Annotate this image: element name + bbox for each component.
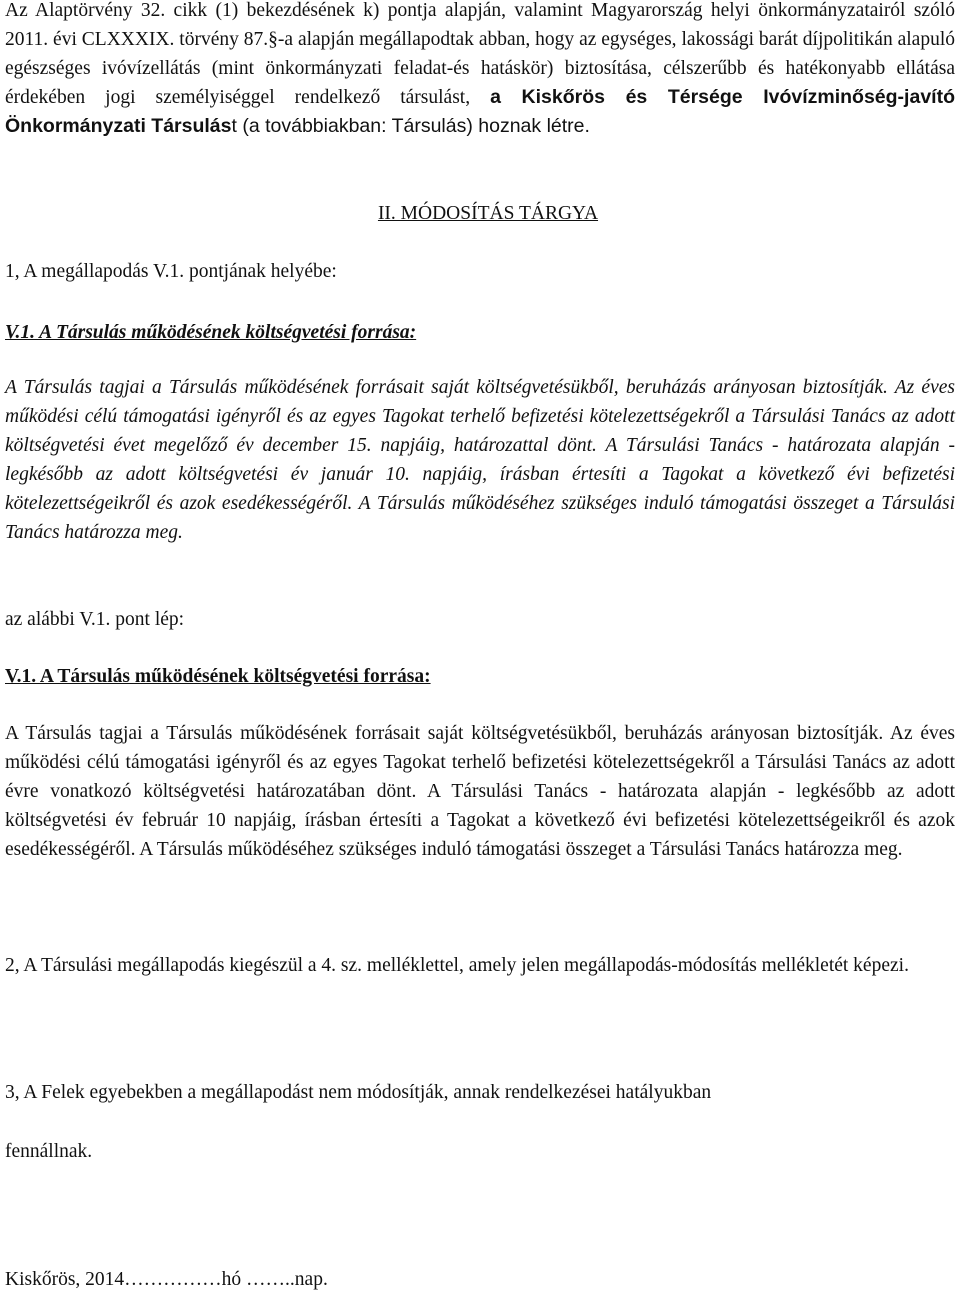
new-heading: V.1. A Társulás működésének költségvetési forrása: [5,666,431,687]
old-text: A Társulás tagjai a Társulás működésének forrásait saját költségvetésükből, beruházás arányosan biztosítják. Az éves működési célú támogatási igényről és az egyes Tagokat terhelő befizetési kötelezettségekről a Társulási Tanács az adott költségvetési évet megelőző év december 15. napjáig, határozattal dönt. A Társulási Tanács - határozata alapján - legkésőbb az adott költségvetési év január 10. napjáig, írásban értesíti a Tagokat a következő évi befizetési kötelezettségeikről és azok esedékességéről. A Társulás működéséhez szükséges induló támogatási összeget a Társulási Tanács határozza meg. [5,377,955,543]
intro-part-1: Az Alaptörvény 32. cikk (1) bekezdésének k) pontja alapján, valamint Magyarország helyi önkormányzatairól szóló 2011. évi CLXXXIX. törvény 87. [5,0,955,50]
item-1-intro: 1, A megállapodás V.1. pontjának helyébe: [5,261,337,282]
place-date: Kiskőrös, 2014……………hó ……..nap. [5,1269,328,1290]
intro-tail: t (a továbbiakban: Társulás) hoznak létre. [231,115,590,137]
section-title: II. MÓDOSÍTÁS TÁRGYA [377,203,599,224]
association-name: a Kiskőrös és Térsége Ivóvízminőség-javító Önkormányzati Társulás [5,86,955,137]
item-3-line-2: fennállnak. [5,1141,93,1162]
item-2: 2, A Társulási megállapodás kiegészül a 4. sz. melléklettel, amely jelen megállapodás-módosítás mellékletét képezi. [5,955,909,976]
old-heading: V.1. A Társulás működésének költségvetési forrása: [5,322,417,343]
intro-part-2: §-a alapján megállapodtak abban, hogy az egységes, lakossági barát díjpolitikán alapuló egészséges ivóvízellátás (mint önkormányzati feladat-és hatáskör) biztosítása, célszerűbb és hatékonyabb ellátása érdekében jogi személyiséggel rendelkező társulást, [5,29,956,108]
item-3-line-1: 3, A Felek egyebekben a megállapodást nem módosítják, annak rendelkezései hatályukban [5,1082,712,1103]
intro-paragraph [5,0,955,141]
replace-label: az alábbi V.1. pont lép: [5,609,185,630]
new-text: A Társulás tagjai a Társulás működésének forrásait saját költségvetésükből, beruházás arányosan biztosítják. Az éves működési célú támogatási igényről és az egyes Tagokat terhelő befizetési kötelezettségekről a Társulási Tanács az adott évre vonatkozó költségvetési határozatában dönt. A Társulási Tanács - határozata alapján - legkésőbb az adott költségvetési év február 10 napjáig, írásban értesíti a Tagokat a következő évi befizetési kötelezettségeikről és azok esedékességéről. A Társulás működéséhez szükséges induló támogatási összeget a Társulási Tanács határozza meg. [5,723,955,860]
